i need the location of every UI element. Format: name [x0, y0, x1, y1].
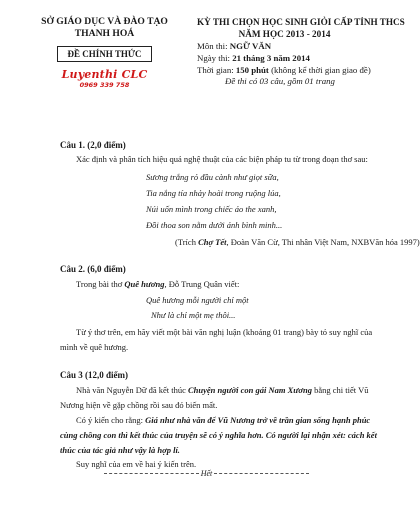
intro-suffix: , Đỗ Trung Quân viết: — [164, 279, 240, 289]
time-line — [197, 65, 397, 76]
department-name: SỞ GIÁO DỤC VÀ ĐÀO TẠO — [41, 16, 168, 27]
end-of-exam-divider — [104, 467, 309, 479]
divider-dash — [214, 473, 309, 474]
question-2-task: Từ ý thơ trên, em hãy viết một bài văn nghị luận (khoảng 01 trang) bày tỏ suy nghĩ của — [76, 327, 373, 337]
line-suffix: bằng chi tiết Vũ — [311, 385, 369, 395]
question-1-title: Câu 1. (2,0 điểm) — [60, 140, 126, 150]
question-3-line — [76, 384, 368, 396]
question-1-prompt: Xác định và phân tích hiệu quả nghệ thuật của các biện pháp tu từ trong đoạn thơ sau: — [76, 154, 368, 164]
time-label: Thời gian: — [197, 65, 236, 75]
question-2-intro — [76, 278, 239, 290]
source-suffix: , Đoàn Văn Cừ, Thi nhân Việt Nam, NXBVăn hóa 1997) — [226, 237, 420, 247]
time-note: (không kể thời gian giao đề) — [268, 65, 371, 75]
poem-line: Núi uốn mình trong chiếc áo the xanh, — [146, 204, 277, 214]
question-1-source — [175, 236, 420, 248]
question-3-line: thúc của tác giả như vậy là hợp lí. — [60, 445, 180, 455]
date-label: Ngày thi: — [197, 53, 233, 63]
organization-block — [22, 16, 187, 89]
question-3-title: Câu 3 (12,0 điểm) — [60, 370, 128, 380]
intro-prefix: Trong bài thơ — [76, 279, 125, 289]
question-3-line — [76, 414, 370, 426]
exam-title: KỲ THI CHỌN HỌC SINH GIỎI CẤP TỈNH THCS — [197, 17, 405, 27]
page-note: Đề thi có 03 câu, gồm 01 trang — [225, 76, 335, 86]
poem-line: Sương trắng rỏ đầu cành như giọt sữa, — [146, 172, 279, 182]
logo-brand-text: Luyenthi CLC — [61, 68, 148, 81]
date-line — [197, 53, 397, 64]
opinion-quote: Giá như nhà văn để Vũ Nương trở về trần gian sống hạnh phúc — [145, 415, 371, 425]
subject-value: NGỮ VĂN — [229, 41, 272, 51]
line-prefix: Có ý kiến cho rằng: — [76, 415, 146, 425]
poem-line: Đồi thoa son nằm dưới ánh bình minh... — [146, 220, 283, 230]
exam-info-block — [197, 16, 405, 87]
logo-phone-text: 0969 339 758 — [79, 81, 130, 89]
luyenthi-logo — [22, 68, 187, 89]
story-title: Chuyện người con gái Nam Xương — [188, 385, 312, 395]
question-3-line: Suy nghĩ của em về hai ý kiến trên. — [76, 459, 197, 469]
poem-line: Tia nắng tía nhảy hoài trong ruộng lúa, — [146, 188, 281, 198]
end-text: Hết — [200, 468, 213, 478]
exam-header — [0, 16, 405, 136]
poem-title: Quê hương — [124, 279, 165, 289]
official-exam-badge: ĐỀ CHÍNH THỨC — [57, 46, 151, 62]
subject-label: Môn thi: — [197, 41, 230, 51]
school-year: NĂM HỌC 2013 - 2014 — [238, 29, 331, 39]
line-prefix: Nhà văn Nguyễn Dữ đã kết thúc — [76, 385, 189, 395]
question-2-task-cont: mình về quê hương. — [60, 342, 129, 352]
time-value: 150 phút — [235, 65, 269, 75]
province-name: THANH HOÁ — [74, 28, 135, 39]
source-prefix: (Trích — [175, 237, 199, 247]
poem-line: Như là chỉ một mẹ thôi... — [151, 310, 236, 320]
divider-dash — [104, 473, 199, 474]
question-3-line: Nương hiện về gặp chồng rồi sau đó biến mất. — [60, 400, 218, 410]
question-2-title: Câu 2. (6,0 điểm) — [60, 264, 126, 274]
question-3-line: cùng chồng con thì kết thúc của truyện sẽ có ý nghĩa hơn. Có người lại nhận xét: cách kết — [60, 430, 377, 440]
poem-line: Quê hương mỗi người chỉ một — [146, 295, 249, 305]
source-title: Chợ Tết — [198, 237, 227, 247]
date-value: 21 tháng 3 năm 2014 — [232, 53, 310, 63]
subject-line — [197, 41, 397, 52]
